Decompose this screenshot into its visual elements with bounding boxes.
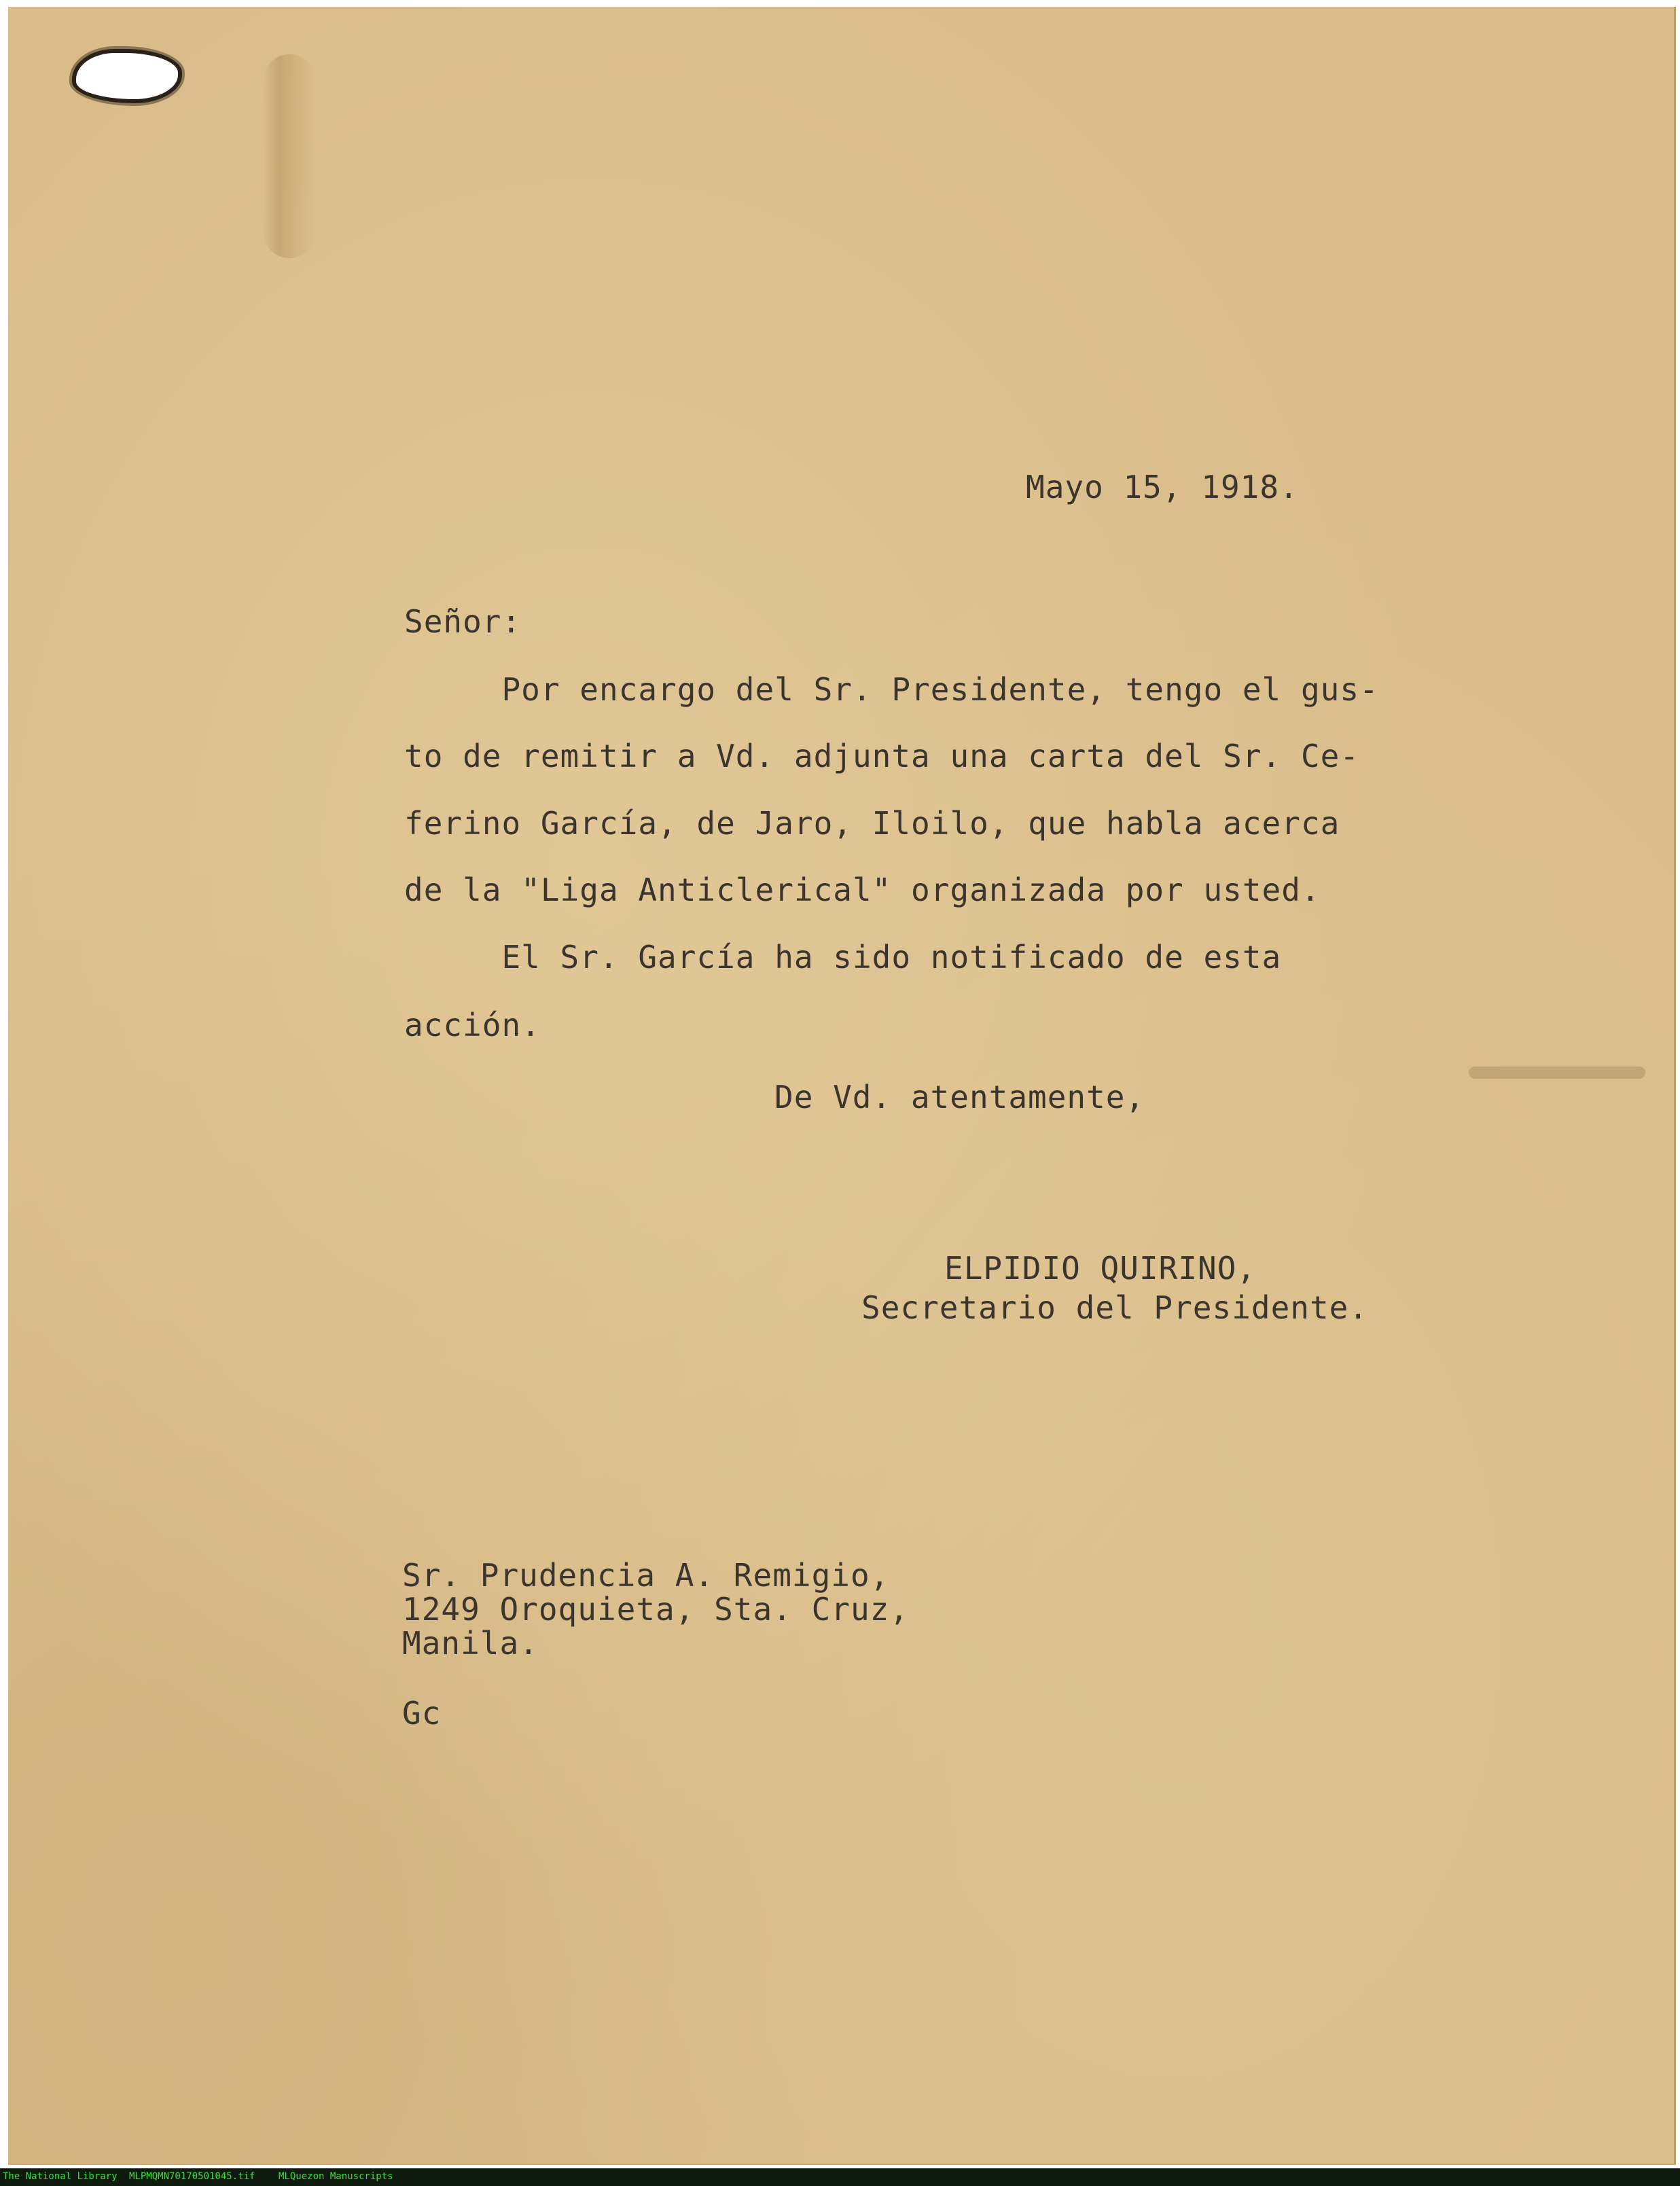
footer-collection: MLQuezon Manuscripts [279,2171,393,2182]
signature-title: Secretario del Presidente. [861,1289,1369,1326]
torn-hole [76,53,178,99]
recipient-line: Sr. Prudencia A. Remigio, [402,1557,890,1594]
paper-clip-stain [263,54,316,258]
recipient-line: Manila. [402,1625,539,1662]
footer-filename: MLPMQMN70170501045.tif [129,2171,255,2182]
recipient-line: 1249 Oroquieta, Sta. Cruz, [402,1591,910,1628]
body-line: de la "Liga Anticlerical" organizada por usted. [404,872,1321,908]
body-line: El Sr. García ha sido notificado de esta [404,939,1282,975]
closing: De Vd. atentamente, [774,1079,1145,1115]
body-line: Por encargo del Sr. Presidente, tengo el gus- [404,671,1379,708]
letter-date: Mayo 15, 1918. [1026,469,1299,505]
footer-library: The National Library [3,2171,118,2182]
body-line: to de remitir a Vd. adjunta una carta del Sr. Ce- [404,738,1360,774]
body-line: acción. [404,1007,541,1043]
typist-initials: Gc [402,1695,442,1732]
body-line: ferino García, de Jaro, Iloilo, que habla acerca [404,805,1340,842]
signature-name: ELPIDIO QUIRINO, [944,1250,1257,1287]
ink-smudge [1469,1067,1645,1079]
salutation: Señor: [404,603,522,640]
scan-footer-bar [0,2168,1680,2186]
